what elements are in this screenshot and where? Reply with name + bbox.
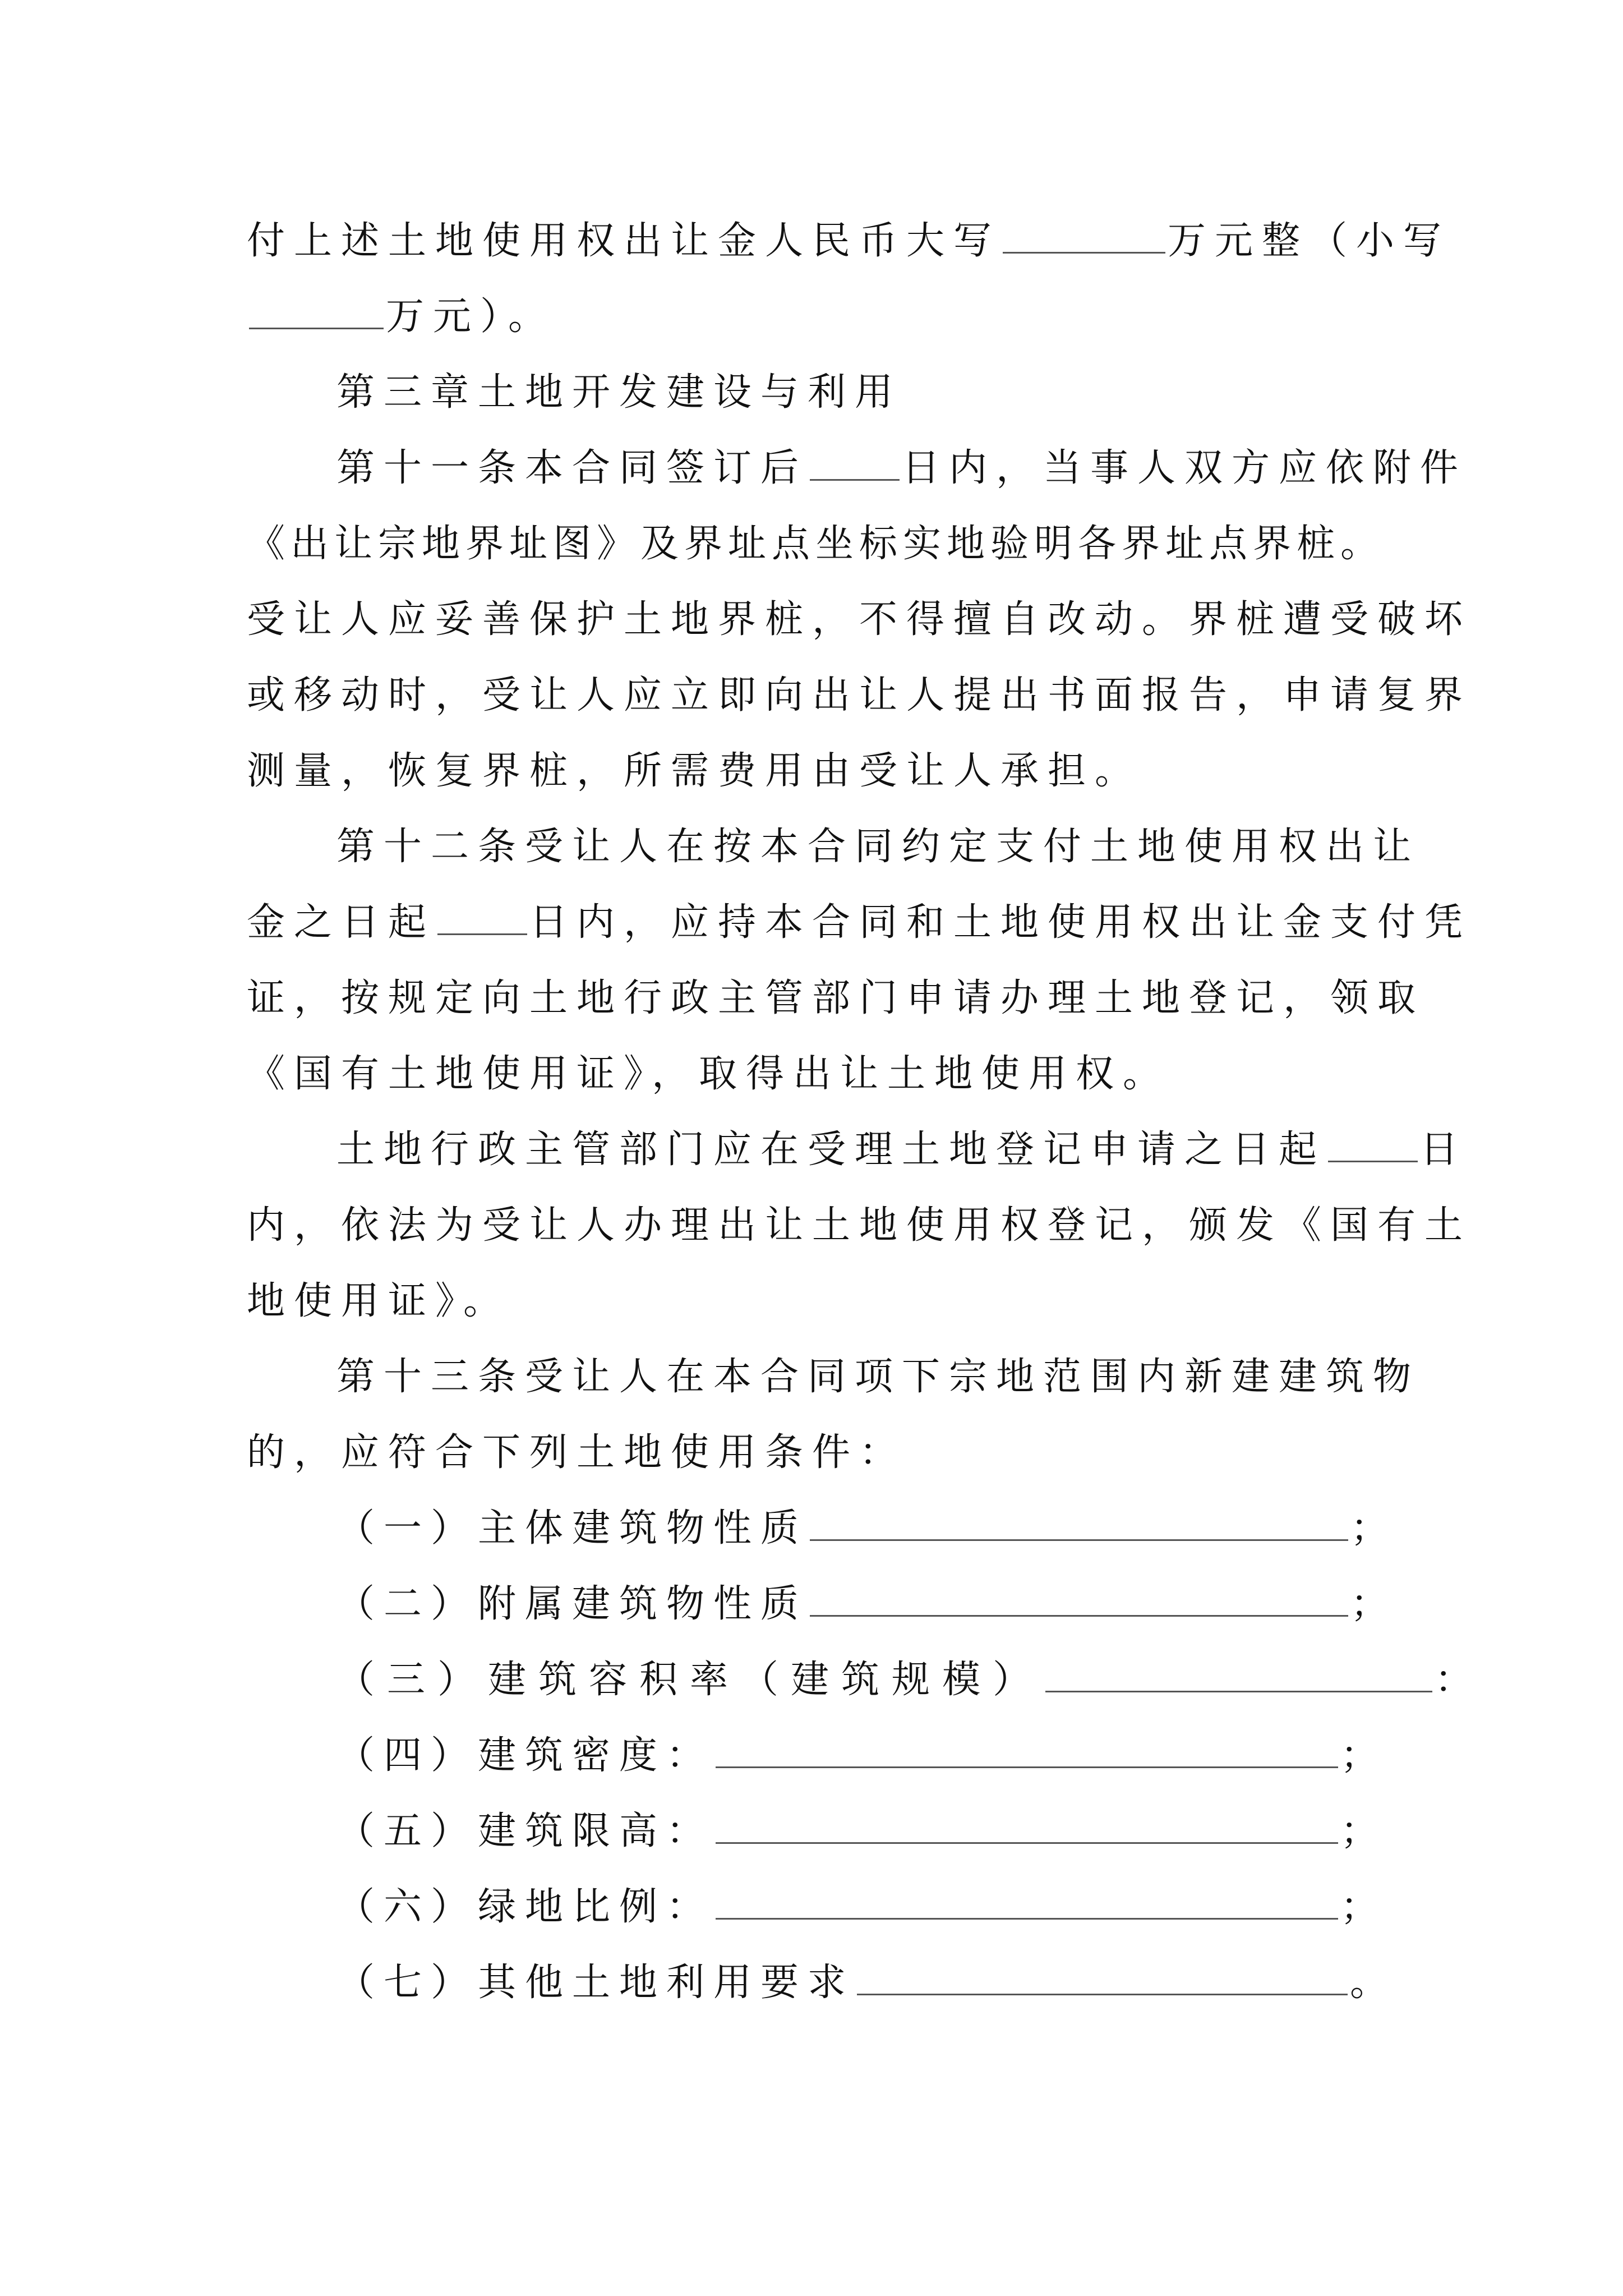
text-line: 证，按规定向土地行政主管部门申请办理土地登记，领取	[247, 976, 1425, 1020]
condition-label: （六）绿地比例：	[336, 1885, 714, 1929]
text-line	[336, 1122, 1467, 1178]
fill-blank	[810, 1507, 1348, 1541]
fill-blank	[810, 447, 900, 481]
text-line	[247, 895, 1472, 951]
text-segment: 日内，应持本合同和土地使用权出让金支付凭	[529, 900, 1472, 945]
text-line: 内，依法为受让人办理出让土地使用权登记，颁发《国有土	[247, 1203, 1472, 1248]
condition-end: ；	[1340, 1733, 1388, 1778]
text-line: 《出让宗地界址图》及界址点坐标实地验明各界址点界桩。	[247, 522, 1385, 566]
condition-end: ：	[1435, 1658, 1486, 1702]
condition-label: （一）主体建筑物性质	[336, 1506, 808, 1550]
text-line	[247, 289, 555, 345]
fill-blank	[716, 1810, 1338, 1844]
condition-end: ；	[1350, 1582, 1398, 1626]
condition-item	[336, 1955, 1397, 2011]
text-line	[336, 440, 1467, 496]
text-line: 的，应符合下列土地使用条件：	[247, 1430, 907, 1475]
fill-blank	[1328, 1128, 1418, 1162]
text-segment: 万元整（小写	[1168, 219, 1451, 263]
text-line: 《国有土地使用证》，取得出让土地使用权。	[247, 1052, 1170, 1096]
fill-blank	[716, 1734, 1338, 1768]
fill-blank	[249, 295, 384, 329]
fill-blank	[716, 1885, 1338, 1920]
text-line: 第十二条受让人在按本合同约定支付土地使用权出让	[336, 825, 1421, 869]
text-segment: 日内，当事人双方应依附件	[902, 446, 1468, 490]
text-segment: 日	[1420, 1128, 1468, 1172]
text-line	[247, 213, 1450, 269]
condition-end: ；	[1340, 1885, 1388, 1929]
condition-item	[336, 1576, 1398, 1632]
condition-end: ；	[1340, 1809, 1388, 1853]
text-segment: 万元）。	[386, 295, 556, 339]
text-line: 第十三条受让人在本合同项下宗地范围内新建建筑物	[336, 1355, 1421, 1399]
text-segment: 付上述土地使用权出让金人民币大写	[247, 219, 1001, 263]
condition-label: （二）附属建筑物性质	[336, 1582, 808, 1626]
condition-item	[336, 1879, 1387, 1935]
fill-blank	[857, 1961, 1348, 1995]
condition-label: （三）建筑容积率（建筑规模）	[336, 1658, 1044, 1702]
text-segment: 土地行政主管部门应在受理土地登记申请之日起	[336, 1128, 1326, 1172]
text-line: 受让人应妥善保护土地界桩，不得擅自改动。界桩遭受破坏	[247, 597, 1472, 642]
text-line: 测量，恢复界桩，所需费用由受让人承担。	[247, 749, 1142, 793]
condition-item	[336, 1652, 1485, 1708]
condition-item	[336, 1803, 1387, 1860]
condition-item	[336, 1501, 1398, 1557]
text-line: 或移动时，受让人应立即向出让人提出书面报告，申请复界	[247, 673, 1472, 717]
fill-blank	[1045, 1658, 1432, 1692]
condition-label: （五）建筑限高：	[336, 1809, 714, 1853]
fill-blank	[437, 901, 527, 935]
chapter-heading: 第三章土地开发建设与利用	[336, 370, 902, 415]
text-line: 地使用证》。	[247, 1279, 511, 1323]
text-segment: 第十一条本合同签订后	[336, 446, 808, 490]
fill-blank	[810, 1582, 1348, 1617]
text-segment: 金之日起	[247, 900, 436, 945]
fill-blank	[1003, 219, 1165, 254]
condition-end: ；	[1350, 1506, 1398, 1550]
condition-label: （四）建筑密度：	[336, 1733, 714, 1778]
condition-end: 。	[1350, 1961, 1398, 2005]
condition-item	[336, 1728, 1387, 1784]
condition-label: （七）其他土地利用要求	[336, 1961, 855, 2005]
